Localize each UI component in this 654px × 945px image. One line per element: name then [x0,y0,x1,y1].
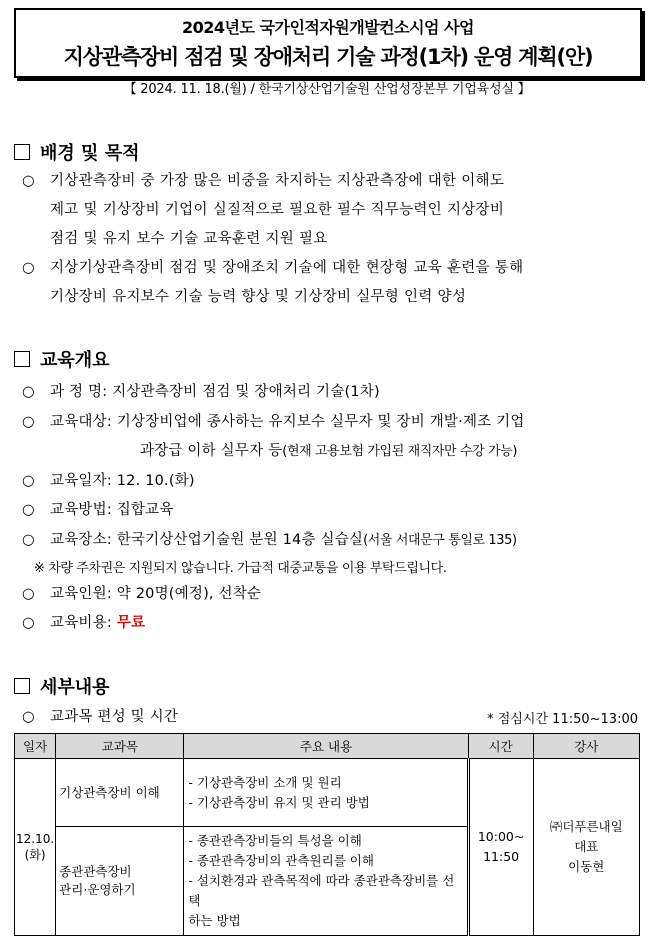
circle-bullet-icon: ○ [22,173,35,189]
overview-people: ○ 교육인원: 약 20명(예정), 선착순 [22,586,262,602]
parking-note: ※ 차량 주차권은 지원되지 않습니다. 가급적 대중교통을 이용 부탁드립니다. [34,561,447,576]
header-date: 일자 [15,734,56,759]
circle-bullet-icon: ○ [22,260,35,276]
cost-free-value: 무료 [116,615,146,631]
section-detail-heading: 세부내용 [14,673,110,699]
content-cell: - 종관관측장비들의 특성을 이해 - 종관관측장비의 관측원리를 이해 - 설치환경과 관측목적에 따라 종관관측장비를 선택 하는 방법 [184,827,468,936]
overview-cost: ○ 교육비용: 무료 [22,615,146,631]
content-cell: - 기상관측장비 소개 및 원리 - 기상관측장비 유지 및 관리 방법 [184,759,468,827]
background-item-2: ○ 지상기상관측장비 점검 및 장애조치 기술에 대한 현장형 교육 훈련을 통해 기상장비 유지보수 기술 능력 향상 및 기상장비 실무형 인력 양성 [22,254,642,312]
schedule-table [14,733,640,936]
date-cell: 12.10. (화) [15,759,56,936]
square-bullet-icon [14,678,30,694]
square-bullet-icon [14,351,30,367]
detail-subheading: ○ 교과목 편성 및 시간 [22,709,179,725]
overview-method: ○ 교육방법: 집합교육 [22,502,174,518]
lunch-time-note: * 점심시간 11:50~13:00 [487,712,638,727]
header-instructor: 강사 [533,734,639,759]
header-time: 시간 [468,734,533,759]
title-box [14,8,642,78]
header-content: 주요 내용 [184,734,468,759]
background-list [22,167,642,312]
background-item-1: ○ 기상관측장비 중 가장 많은 비중을 차지하는 지상관측장에 대한 이해도 제고 및 기상장비 기업이 실질적으로 필요한 필수 직무능력인 지상장비 점검 및 유지 보수 기술 교육훈련 지원 필요 [22,167,642,254]
overview-target: ○ 교육대상: 기상장비업에 종사하는 유지보수 실무자 및 장비 개발·제조 기업 [22,414,525,430]
title-line1: 2024년도 국가인적자원개발컨소시엄 사업 [182,18,474,37]
subject-cell: 종관관측장비 관리·운영하기 [56,827,184,936]
overview-date: ○ 교육일자: 12. 10.(화) [22,473,195,489]
subject-cell: 기상관측장비 이해 [56,759,184,827]
table-header-row [15,734,640,759]
table-row [15,759,640,827]
header-subject: 교과목 [56,734,184,759]
instructor-cell: ㈜더푸른내일 대표 이동현 [533,759,639,936]
date-department-line: 【 2024. 11. 18.(월) / 한국기상산업기술원 산업성장본부 기업육성실 】 [123,82,531,97]
section-overview-heading: 교육개요 [14,346,110,372]
time-cell: 10:00~ 11:50 [468,759,533,936]
section-background-heading: 배경 및 목적 [14,139,139,165]
overview-target-cont: 과장급 이하 실무자 등(현재 고용보험 가입된 재직자만 수강 가능) [140,443,517,459]
title-line2: 지상관측장비 점검 및 장애처리 기술 과정(1차) 운영 계획(안) [63,45,593,69]
square-bullet-icon [14,144,30,160]
overview-course: ○ 과 정 명: 지상관측장비 점검 및 장애처리 기술(1차) [22,384,380,400]
overview-place: ○ 교육장소: 한국기상산업기술원 분원 14층 실습실(서울 서대문구 통일로 135) [22,532,517,548]
